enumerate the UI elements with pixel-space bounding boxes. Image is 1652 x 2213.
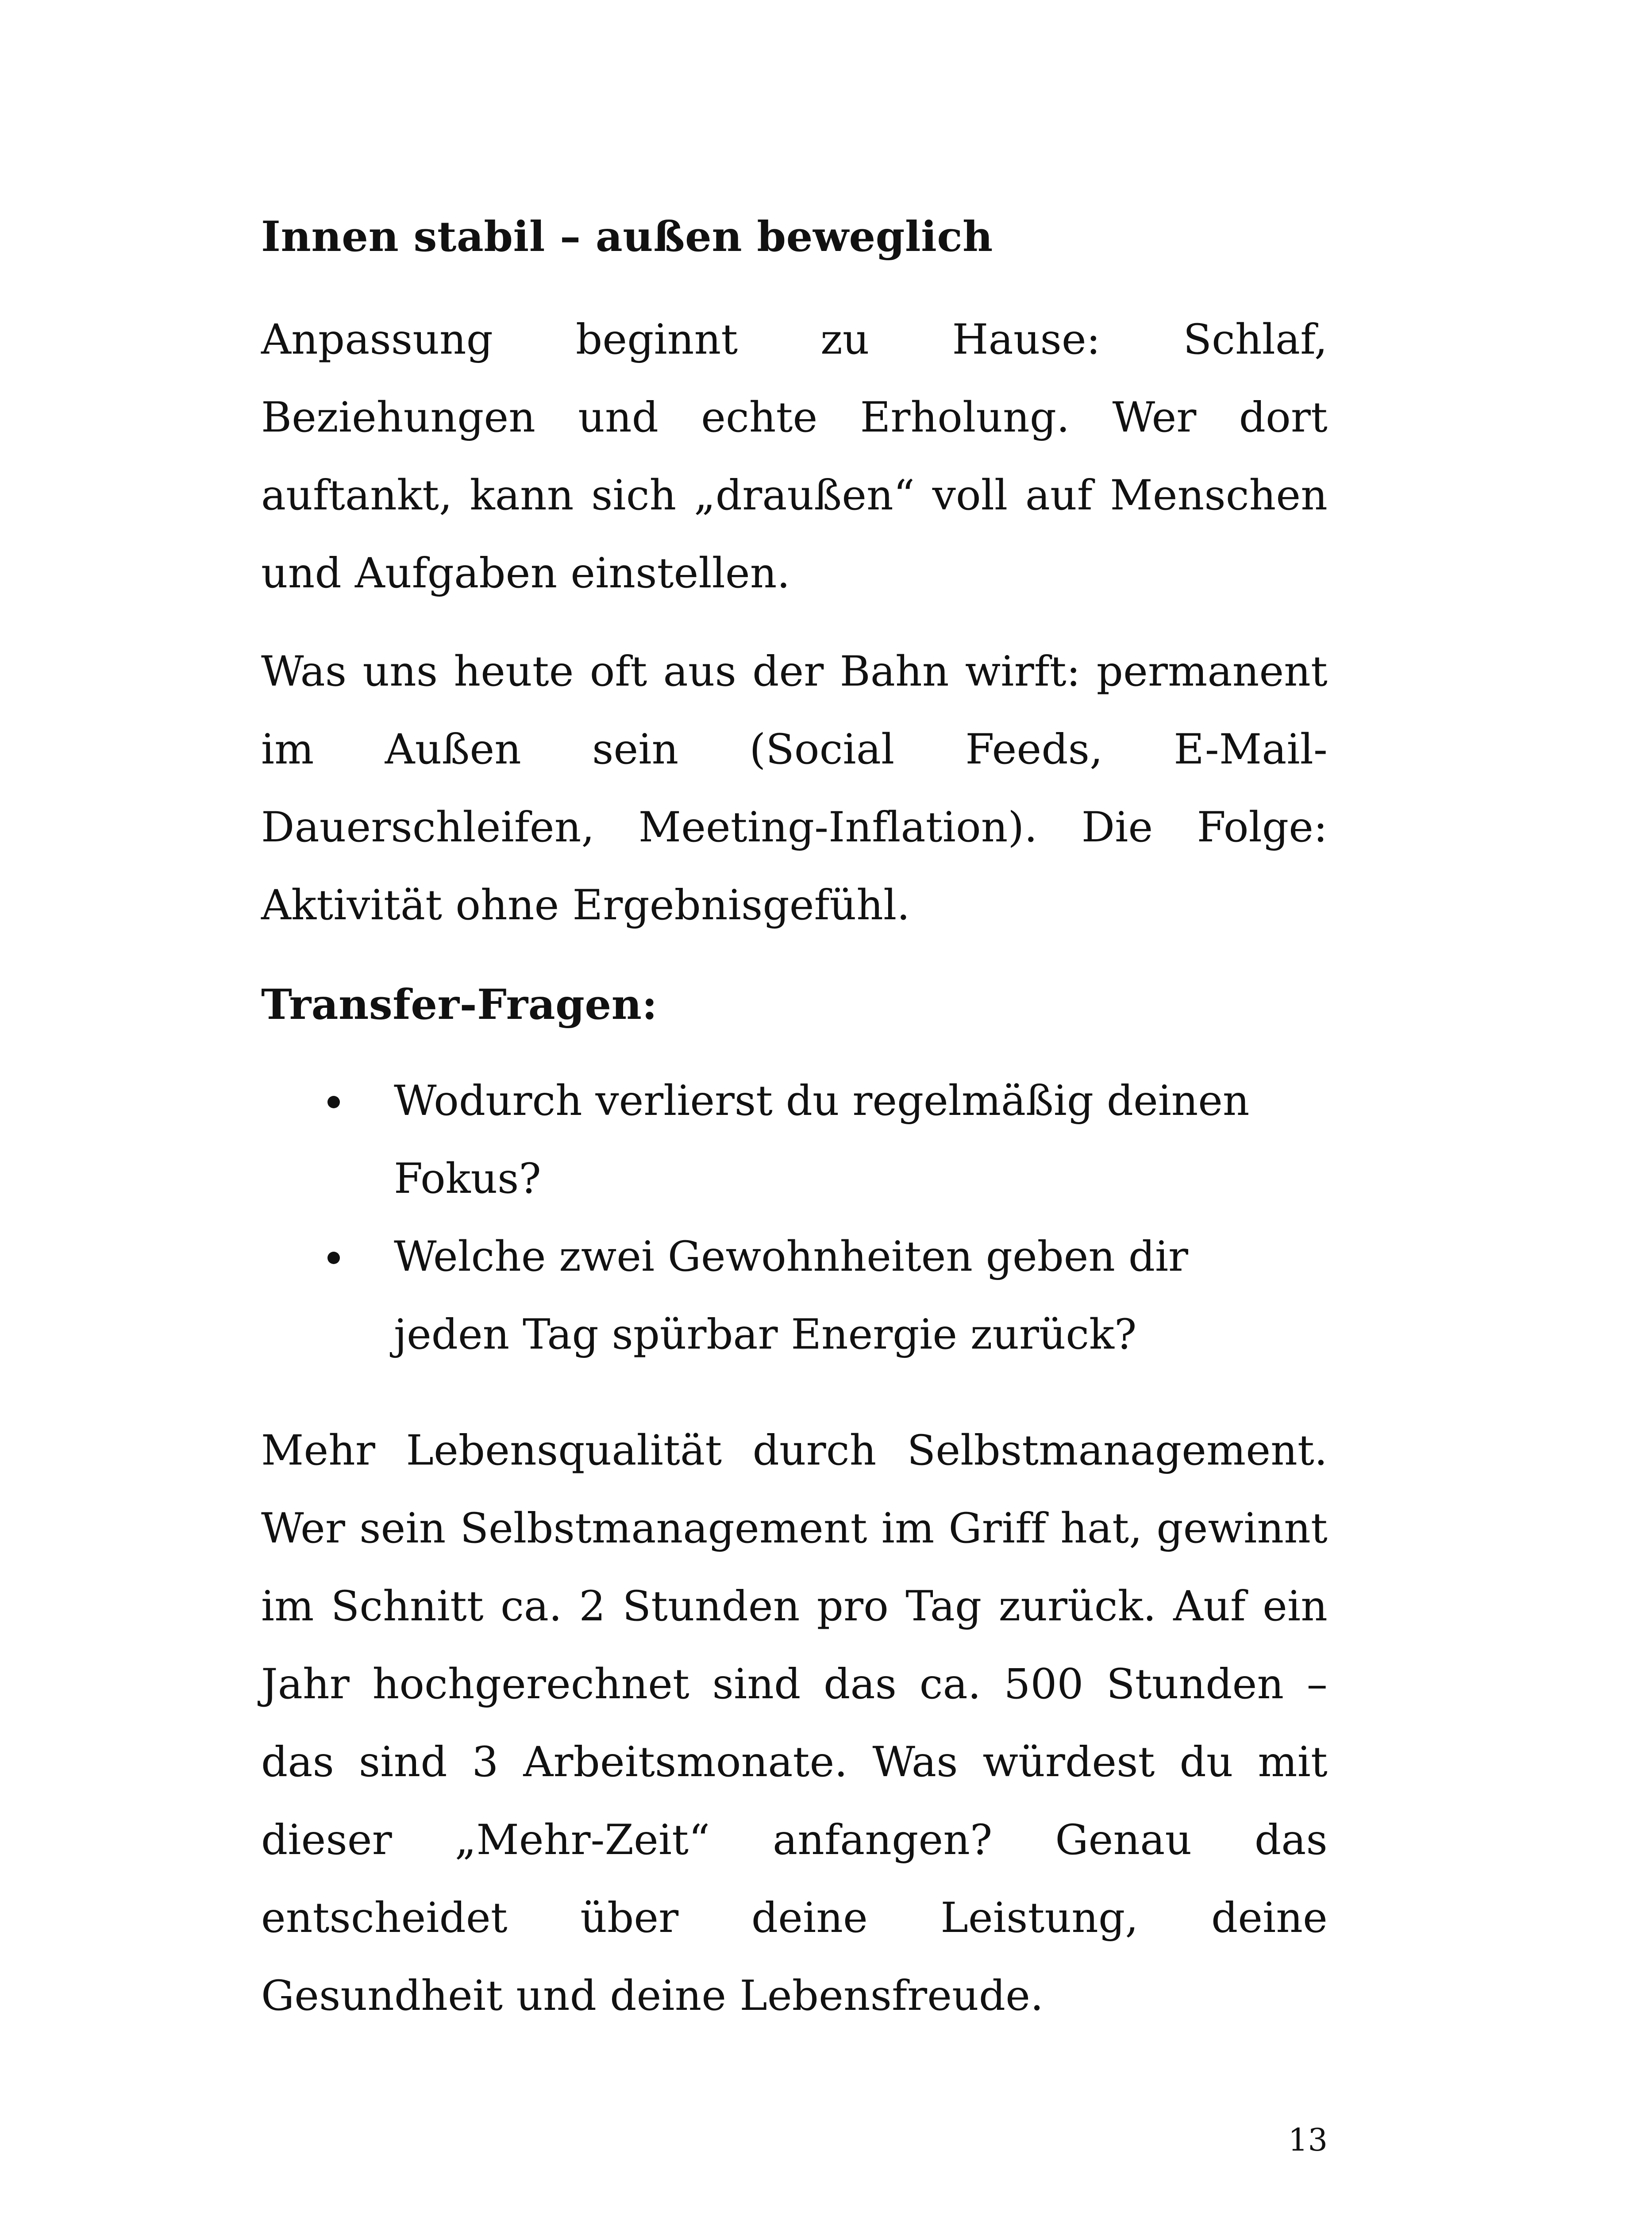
transfer-questions-list [261, 1062, 1328, 1374]
paragraph-quality-of-life: Mehr Lebensqualität durch Selbstmanagement. Wer sein Selbstmanagement im Griff hat, gewinnt im Schnitt ca. 2 Stunden pro Tag zurück. Auf ein Jahr hochgerechnet sind das ca. 500 Stunden – das sind 3 Arbeitsmonate. Was würdest du mit dieser „Mehr-Zeit“ anfangen? Genau das entscheidet über deine Leistung, deine Gesundheit und deine Lebensfreude. [261, 1426, 1328, 2020]
page-number: 13 [1288, 2122, 1328, 2158]
list-item [261, 1218, 1328, 1374]
transfer-questions-heading: Transfer-Fragen: [261, 980, 658, 1029]
paragraph-intro: Anpassung beginnt zu Hause: Schlaf, Beziehungen und echte Erholung. Wer dort auftankt, kann sich „draußen“ voll auf Menschen und Aufgaben einstellen. [261, 316, 1328, 598]
bullet-text: Wodurch verlierst du regelmäßig deinen Fokus? [394, 1077, 1250, 1203]
bullet-icon [327, 1252, 340, 1264]
section-heading: Innen stabil – außen beweglich [261, 212, 993, 261]
bullet-icon [327, 1096, 340, 1108]
list-item [261, 1062, 1328, 1218]
bullet-text: Welche zwei Gewohnheiten geben dir jeden Tag spürbar Energie zurück? [394, 1233, 1188, 1359]
paragraph-distraction: Was uns heute oft aus der Bahn wirft: permanent im Außen sein (Social Feeds, E-Mail-Dauerschleifen, Meeting-Inflation). Die Folge: Aktivität ohne Ergebnisgefühl. [261, 648, 1328, 929]
